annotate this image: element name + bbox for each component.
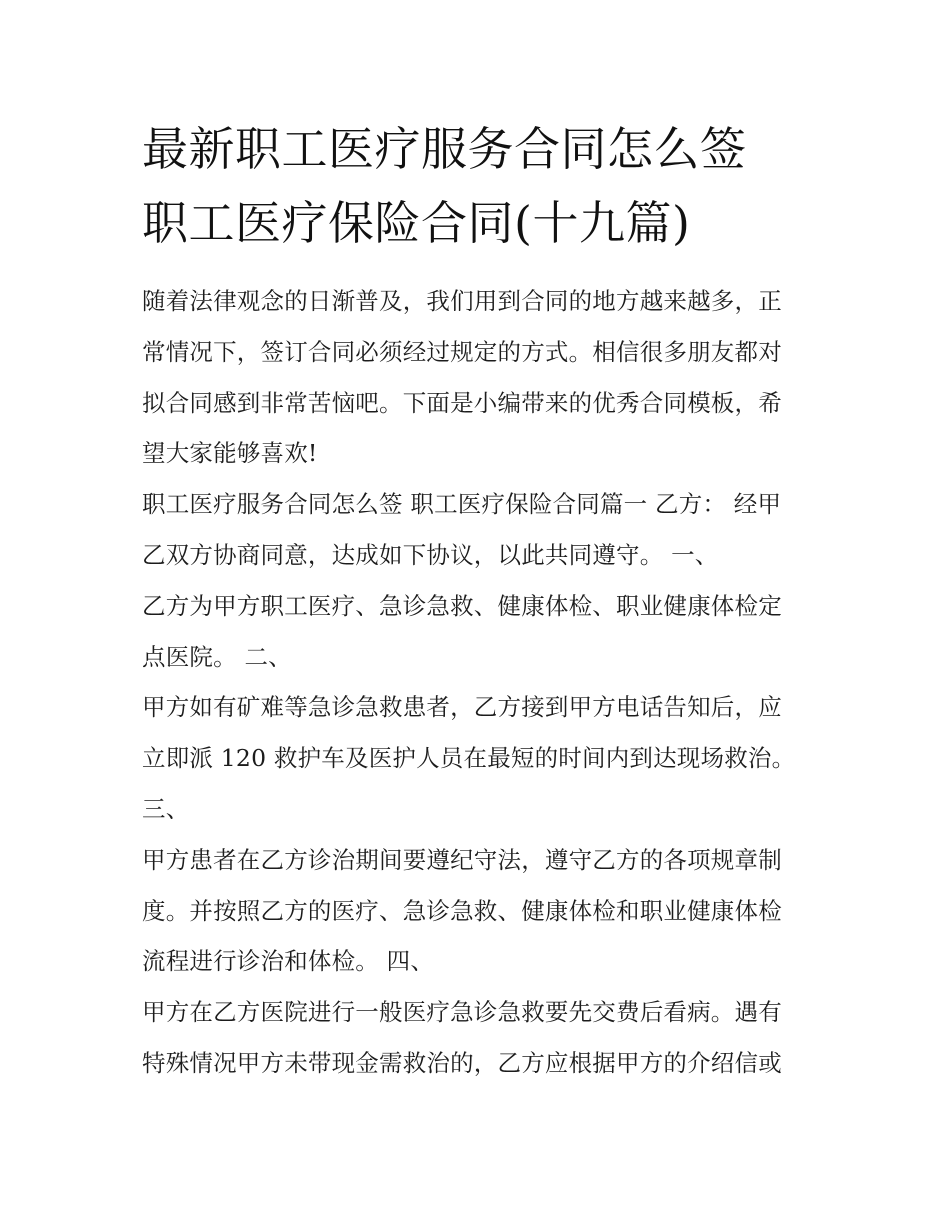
- body-line: 拟合同感到非常苦恼吧。下面是小编带来的优秀合同模板，希: [142, 388, 782, 417]
- title-line-2: 职工医疗保险合同(十九篇): [142, 196, 691, 250]
- body-line: 随着法律观念的日渐普及，我们用到合同的地方越来越多，正: [142, 287, 782, 315]
- document-title: [142, 112, 822, 260]
- body-line: 流程进行诊治和体检。 四、: [142, 947, 435, 976]
- body-line: 立即派 120 救护车及医护人员在最短的时间内到达现场救治。: [142, 744, 796, 773]
- body-line: 甲方在乙方医院进行一般医疗急诊急救要先交费后看病。遇有: [142, 998, 782, 1027]
- body-line: 点医院。 二、: [142, 642, 292, 671]
- title-line-1: 最新职工医疗服务合同怎么签: [142, 122, 747, 176]
- body-line: 乙方为甲方职工医疗、急诊急救、健康体检、职业健康体检定: [142, 591, 782, 620]
- body-line: 常情况下，签订合同必须经过规定的方式。相信很多朋友都对: [142, 337, 782, 366]
- body-line: 甲方患者在乙方诊治期间要遵纪守法，遵守乙方的各项规章制: [142, 845, 782, 874]
- body-line: 度。并按照乙方的医疗、急诊急救、健康体检和职业健康体检: [142, 896, 782, 925]
- body-line: 三、: [142, 794, 190, 823]
- body-line: 望大家能够喜欢!: [142, 439, 318, 468]
- body-line: 乙双方协商同意，达成如下协议，以此共同遵守。 一、: [142, 540, 719, 569]
- body-line: 职工医疗服务合同怎么签 职工医疗保险合同篇一 乙方： 经甲: [142, 490, 782, 519]
- body-line: 甲方如有矿难等急诊急救患者，乙方接到甲方电话告知后，应: [142, 693, 782, 722]
- document-body: [142, 276, 822, 1089]
- body-line: 特殊情况甲方未带现金需救治的，乙方应根据甲方的介绍信或: [142, 1048, 782, 1077]
